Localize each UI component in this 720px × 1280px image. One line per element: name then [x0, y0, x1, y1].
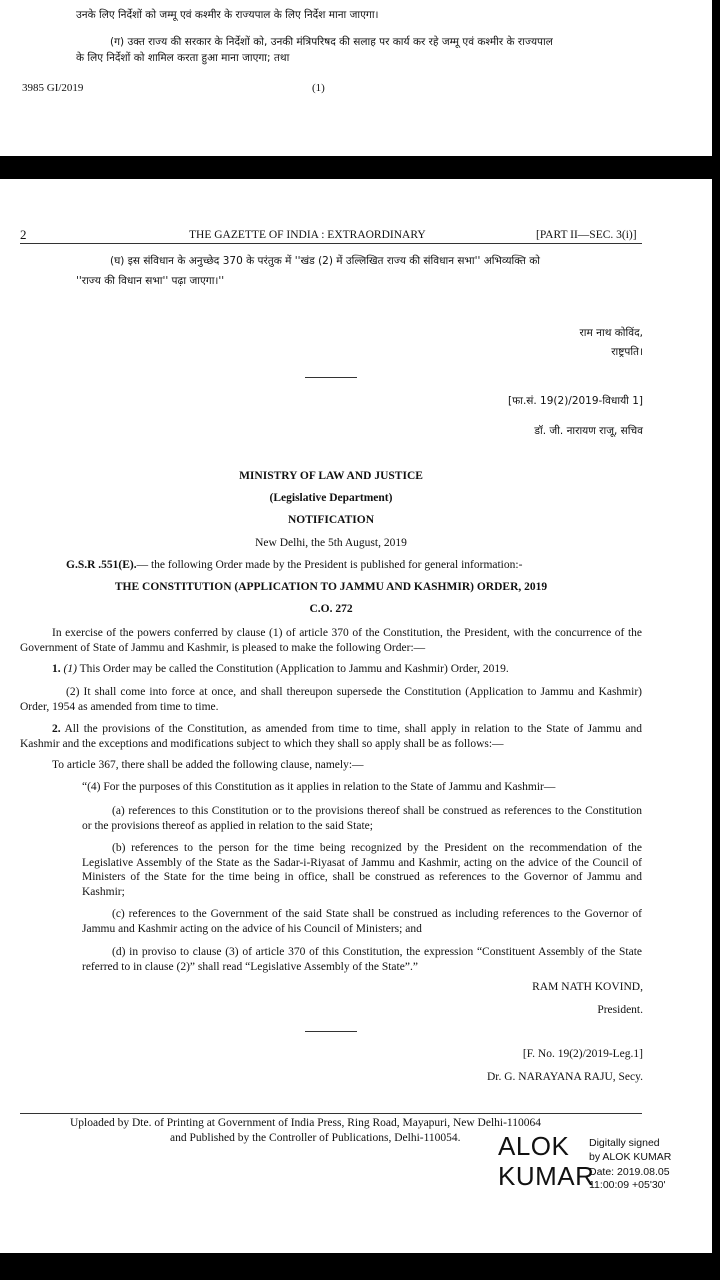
- signature-line-1: Digitally signed: [589, 1137, 660, 1149]
- hindi-file-number: [फा.सं. 19(2)/2019-विधायी 1]: [508, 395, 643, 407]
- gazette-title: THE GAZETTE OF INDIA : EXTRAORDINARY: [189, 229, 426, 241]
- hindi-clause-d-cont: ''राज्य की विधान सभा'' पढ़ा जाएगा।'': [76, 275, 225, 287]
- separator-rule: [305, 377, 357, 378]
- gsr-text: — the following Order made by the President is published for general information:-: [136, 559, 523, 571]
- paragraph-2: [20, 722, 642, 751]
- signatory-name: RAM NATH KOVIND,: [532, 981, 643, 993]
- ministry-heading: MINISTRY OF LAW AND JUSTICE: [239, 470, 423, 482]
- part-section: [PART II—SEC. 3(i)]: [536, 229, 637, 241]
- signature-line-2: by ALOK KUMAR: [589, 1151, 672, 1163]
- footer-rule: [20, 1113, 642, 1114]
- header-rule: [20, 243, 642, 244]
- signatory-title: President.: [597, 1004, 643, 1016]
- gazette-page: [0, 179, 712, 1253]
- page-footer-number: (1): [312, 82, 325, 94]
- paragraph-1-number: 1.: [52, 663, 61, 675]
- hindi-clause-c-cont: के लिए निर्देशों को शामिल करता हुआ माना जाएगा; तथा: [76, 52, 290, 64]
- footer-line-2: and Published by the Controller of Publications, Delhi-110054.: [170, 1132, 461, 1144]
- signer-first-name: ALOK: [498, 1131, 570, 1161]
- page-footer-code: 3985 GI/2019: [22, 82, 84, 94]
- department-heading: (Legislative Department): [269, 492, 393, 504]
- preamble-paragraph: In exercise of the powers conferred by clause (1) of article 370 of the Constitution, the President, with the concurrence of the Government of State of Jammu and Kashmir, is pleased to make the following Order:—: [20, 627, 642, 654]
- gsr-line: [66, 559, 522, 571]
- clause-b: (b) references to the person for the time being recognized by the President on the recommendation of the Legislative Assembly of the State as the Sadar-i-Riyasat of Jammu and Kashmir, acting on the advice of the Council of Ministers of the State for the time being in office, shall be construed as references to the Governor of Jammu and Kashmir;: [82, 842, 642, 898]
- signature-line-3: Date: 2019.08.05: [589, 1166, 670, 1178]
- hindi-line: उनके लिए निर्देशों को जम्मू एवं कश्मीर के राज्यपाल के लिए निर्देश माना जाएगा।: [76, 9, 379, 21]
- co-number: C.O. 272: [309, 603, 353, 615]
- hindi-clause-c: (ग) उक्त राज्य की सरकार के निर्देशों को, उनकी मंत्रिपरिषद की सलाह पर कार्य कर रहे जम्मू एवं कश्मीर के राज्यपाल: [110, 36, 553, 48]
- gsr-label: G.S.R .551(E).: [66, 559, 137, 571]
- clause-4: “(4) For the purposes of this Constitution as it applies in relation to the State of Jammu and Kashmir—: [82, 781, 556, 793]
- paragraph-1-text: This Order may be called the Constitution (Application to Jammu and Kashmir) Order, 2019.: [79, 663, 509, 675]
- signature-line-4: 11:00:09 +05'30': [589, 1179, 666, 1191]
- hindi-signatory-name: राम नाथ कोविंद,: [579, 327, 643, 339]
- article-intro: To article 367, there shall be added the following clause, namely:—: [52, 759, 364, 771]
- paragraph-1: [52, 663, 509, 675]
- file-number: [F. No. 19(2)/2019-Leg.1]: [522, 1048, 643, 1060]
- page-number: 2: [20, 227, 27, 242]
- clause-d: (d) in proviso to clause (3) of article 370 of this Constitution, the expression “Constituent Assembly of the State referred to in clause (2)” shall read “Legislative Assembly of the State”.”: [82, 946, 642, 973]
- secretary: Dr. G. NARAYANA RAJU, Secy.: [486, 1071, 643, 1083]
- clause-a: (a) references to this Constitution or to the provisions thereof shall be construed as references to the Constitution or the provisions thereof as applied in relation to the said State;: [82, 805, 642, 832]
- footer-line-1: Uploaded by Dte. of Printing at Government of India Press, Ring Road, Mayapuri, New Delhi-110064: [70, 1117, 541, 1129]
- clause-c: (c) references to the Government of the said State shall be construed as including references to the Governor of Jammu and Kashmir acting on the advice of his Council of Ministers; and: [82, 908, 642, 935]
- hindi-clause-d: (घ) इस संविधान के अनुच्छेद 370 के परंतुक में ''खंड (2) में उल्लिखित राज्य की संविधान सभा'' अभिव्यक्ति को: [110, 255, 540, 267]
- separator-rule-2: [305, 1031, 357, 1032]
- paragraph-1-2: (2) It shall come into force at once, and shall thereupon supersede the Constitution (Application to Jammu and Kashmir) Order, 1954 as amended from time to time.: [20, 686, 642, 713]
- place-date: New Delhi, the 5th August, 2019: [255, 537, 407, 549]
- previous-page-fragment: [0, 0, 712, 156]
- hindi-signatory-title: राष्ट्रपति।: [611, 346, 643, 358]
- paragraph-2-text: All the provisions of the Constitution, as amended from time to time, shall apply in relation to the State of Jammu and Kashmir and the exceptions and modifications subject to which they shall so apply shall be as follows:—: [20, 723, 642, 750]
- paragraph-2-number: 2.: [52, 723, 61, 735]
- order-title: THE CONSTITUTION (APPLICATION TO JAMMU AND KASHMIR) ORDER, 2019: [114, 581, 548, 593]
- signer-last-name: KUMAR: [498, 1161, 595, 1191]
- hindi-secretary: डॉ. जी. नारायण राजू, सचिव: [534, 425, 643, 437]
- notification-heading: NOTIFICATION: [287, 514, 375, 526]
- paragraph-1-sub: (1): [63, 663, 77, 675]
